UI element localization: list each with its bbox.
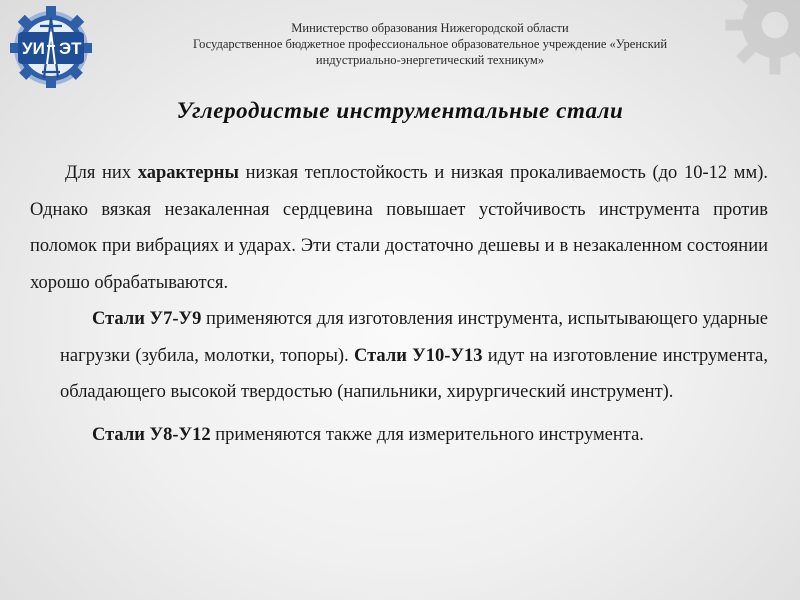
- header-institution: Государственное бюджетное профессиональное образовательное учреждение «Уренский: [192, 37, 668, 51]
- slide-title: Углеродистые инструментальные стали: [176, 98, 624, 123]
- paragraph-3: [60, 417, 768, 454]
- p2-text-2: идут на изготовление инструмента, обладающего высокой твердостью (напильники, хирургический инструмент).: [60, 345, 769, 402]
- header-ministry: Министерство образования Нижегородской области: [291, 21, 569, 35]
- slide-body: [30, 155, 770, 453]
- p3-bold-steel-u8-u12: Стали У8-У12: [92, 424, 211, 445]
- p1-bold-term: характерны: [137, 163, 239, 183]
- logo-right-letters: ЭТ: [59, 39, 82, 58]
- p1-text-after: низкая теплостойкость и низкая прокаливаемость (до 10-12 мм). Однако вязкая незакаленная сердцевина повышает устойчивость инструмента против поломок при вибрациях и ударах. Эти стали достаточно дешевы и в незакаленном состоянии хорошо обрабатываются.: [30, 163, 768, 293]
- header-institution-cont: индустриально-энергетический техникум»: [315, 53, 545, 67]
- paragraph-1: [30, 155, 768, 301]
- p2-bold-steel-u10-u13: Стали У10-У13: [353, 345, 483, 366]
- institution-header: [110, 20, 750, 68]
- p2-text-1: применяются для изготовления инструмента, испытывающего ударные нагрузки (зубила, молотки, топоры).: [60, 309, 769, 366]
- paragraph-2: [60, 301, 768, 411]
- p1-text-before: Для них: [65, 163, 138, 183]
- logo-left-letters: УИ: [22, 39, 45, 58]
- college-logo: [6, 6, 96, 88]
- p3-text: применяются также для измерительного инструмента.: [210, 424, 644, 445]
- p2-bold-steel-u7-u9: Стали У7-У9: [92, 309, 202, 329]
